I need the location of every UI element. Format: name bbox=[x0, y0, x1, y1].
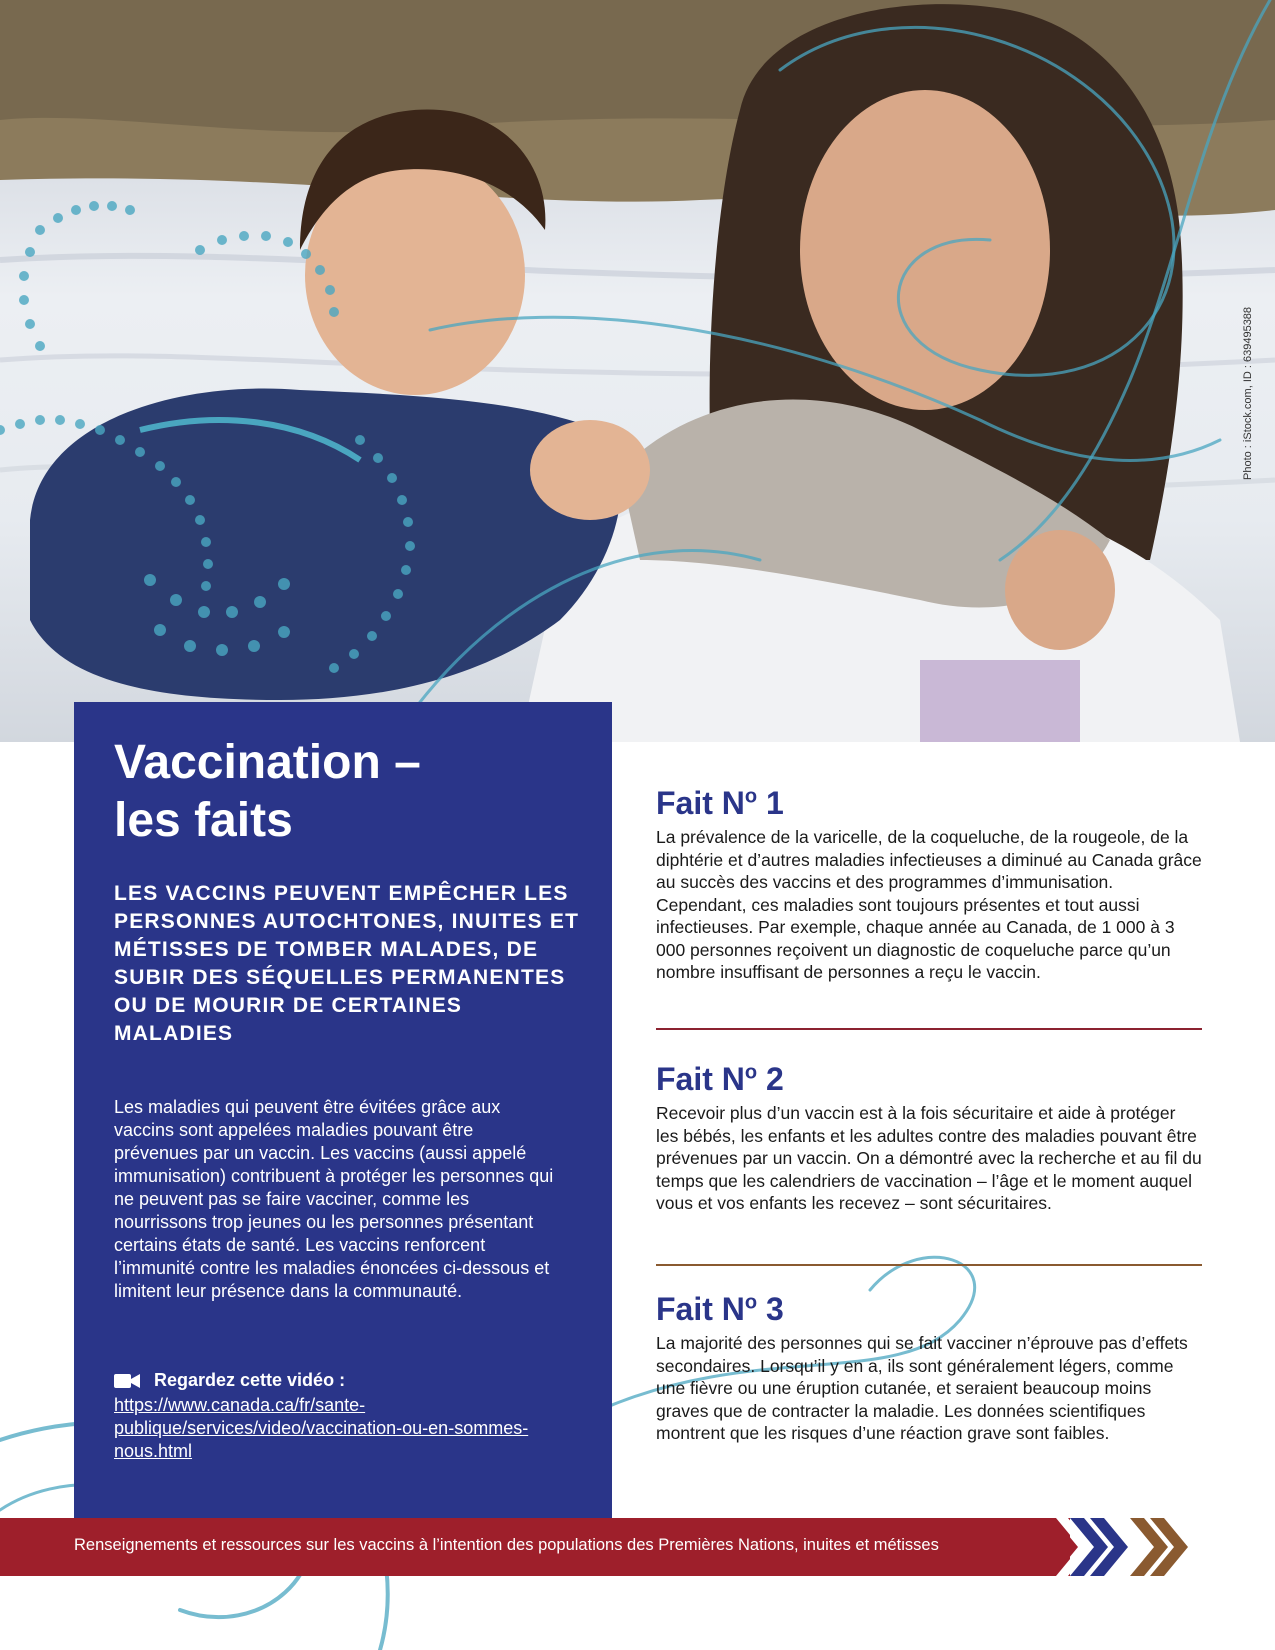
photo-illustration bbox=[0, 0, 1275, 742]
video-camera-icon bbox=[114, 1372, 140, 1390]
fact-1-heading: Fait $N^o$ 1 bbox=[656, 785, 784, 821]
page-title-line-2: les faits bbox=[114, 794, 293, 847]
fact-1-text: La prévalence de la varicelle, de la coqueluche, de la rougeole, de la diphtérie et d’autres maladies infectieuses a diminué au Canada grâce au succès des vaccins et des programmes d’immunisation. Cependant, ces maladies sont toujours présentes et tout aussi infectieuses. Par exemple, chaque année au Canada, de 1 000 à 3 000 personnes reçoivent un diagnostic de coqueluche parce qu’un nombre insuffisant de personnes a reçu le vaccin. bbox=[656, 827, 1202, 982]
fact-3 bbox=[656, 1290, 1202, 1445]
fact-2-text: Recevoir plus d’un vaccin est à la fois sécuritaire et aide à protéger les bébés, les enfants et les adultes contre des maladies pouvant être prévenues par un vaccin. On a démontré avec la recherche et au fil du temps que les calendriers de vaccination – l’âge et le moment auquel vous et vos enfants les recevez – sont sécuritaires. bbox=[656, 1103, 1202, 1213]
page-title bbox=[114, 734, 594, 850]
page-title-line-1: Vaccination – bbox=[114, 736, 421, 789]
video-callout bbox=[114, 1370, 345, 1391]
video-link[interactable]: https://www.canada.ca/fr/sante-publique/services/video/vaccination-ou-en-sommes-nous.html bbox=[114, 1395, 529, 1461]
footer-banner bbox=[0, 1518, 1275, 1576]
divider bbox=[656, 1264, 1202, 1266]
intro-body: Les maladies qui peuvent être évitées grâce aux vaccins sont appelées maladies pouvant être prévenues par un vaccin. Les vaccins (aussi appelé immunisation) contribuent à protéger les personnes qui ne peuvent pas se faire vacciner, comme les nourrissons trop jeunes ou les personnes présentant certains états de santé. Les vaccins renforcent l’immunité contre les maladies énoncées ci-dessous et limitent leur présence dans la communauté. bbox=[114, 1097, 554, 1301]
video-label: Regardez cette vidéo : bbox=[154, 1370, 346, 1390]
intro-subheading: LES VACCINS PEUVENT EMPÊCHER LES PERSONNES AUTOCHTONES, INUITES ET MÉTISSES DE TOMBER MALADES, DE SUBIR DES SÉQUELLES PERMANENTES OU DE MOURIR DE CERTAINES MALADIES bbox=[114, 882, 580, 1045]
fact-2 bbox=[656, 1060, 1202, 1215]
fact-2-heading: Fait $N^o$ 2 bbox=[656, 1061, 784, 1097]
intro-panel bbox=[74, 702, 612, 1518]
hero-photo bbox=[0, 0, 1275, 742]
chevron-arrows-icon bbox=[1034, 1518, 1204, 1576]
fact-1 bbox=[656, 784, 1202, 984]
divider bbox=[656, 1028, 1202, 1030]
fact-3-text: La majorité des personnes qui se fait vacciner n’éprouve pas d’effets secondaires. Lorsqu’il y en a, ils sont généralement légers, comme une fièvre ou une éruption cutanée, et seraient beaucoup moins graves que de contracter la maladie. Les données scientifiques montrent que les risques d’une réaction grave sont faibles. bbox=[656, 1333, 1188, 1443]
photo-credit: Photo : iStock.com, ID : 639495388 bbox=[1242, 306, 1254, 480]
fact-3-heading: Fait $N^o$ 3 bbox=[656, 1291, 784, 1327]
footer-text: Renseignements et ressources sur les vaccins à l’intention des populations des Premières Nations, inuites et métisses bbox=[74, 1536, 939, 1554]
